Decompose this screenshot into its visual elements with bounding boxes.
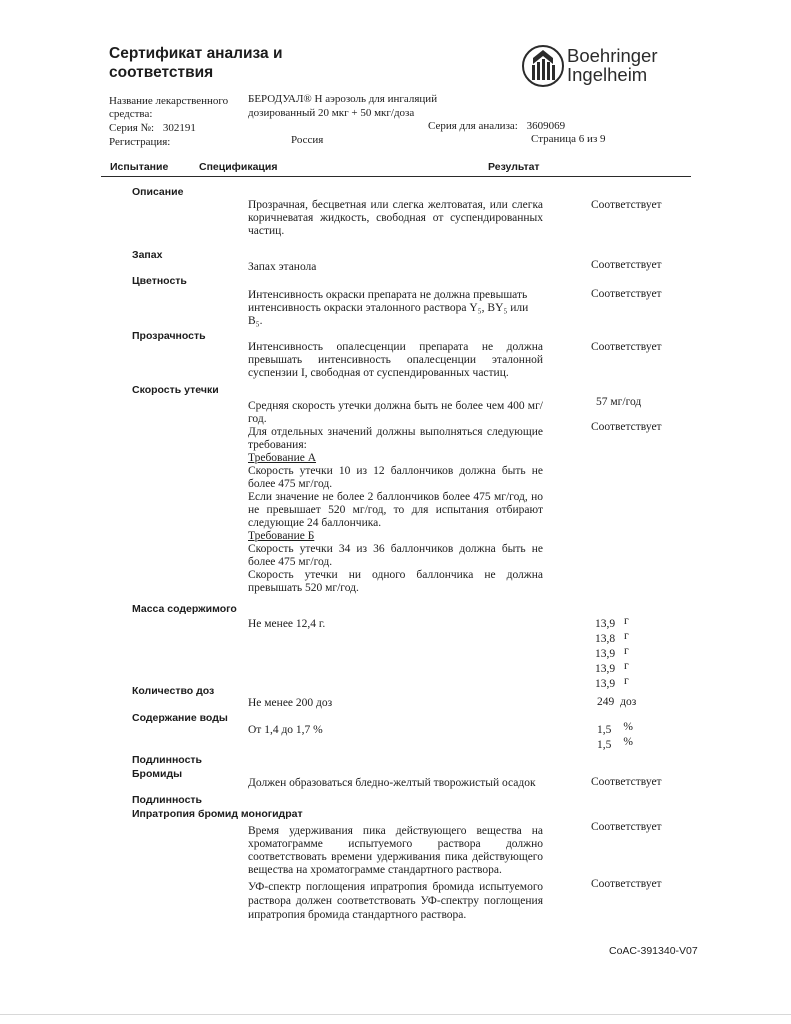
test-odor-name: Запах	[132, 249, 163, 261]
column-header-test: Испытание	[110, 161, 169, 173]
leak-spec-individual: Для отдельных значений должны выполняться следующие требования:	[248, 426, 543, 451]
test-color-spec-line-2: интенсивность окраски эталонного раствора Y₅, BY₅ или	[248, 302, 529, 314]
document-code: CoAC-391340-V07	[609, 945, 698, 957]
test-dose-count-name: Количество доз	[132, 685, 215, 697]
column-header-result: Результат	[488, 161, 540, 173]
water-value: 1,5	[597, 739, 612, 751]
drug-name-line-2: дозированный 20 мкг + 50 мкг/доза	[248, 107, 415, 119]
leak-requirement-b-1: Скорость утечки 34 из 36 баллончиков должна быть не более 475 мг/год.	[248, 543, 543, 568]
page-edge-line	[0, 1014, 791, 1015]
leak-requirement-a-title: Требование А	[248, 452, 317, 464]
batch-value: 302191	[162, 122, 196, 134]
title-line-1: Сертификат анализа и	[109, 45, 283, 62]
leak-requirement-a-1: Скорость утечки 10 из 12 баллончиков должна быть не более 475 мг/год.	[248, 465, 543, 490]
test-clarity-result: Соответствует	[591, 341, 662, 353]
mass-value: 13,9	[595, 648, 616, 660]
test-bromide-spec: Должен образоваться бледно-желтый творожистый осадок	[248, 777, 536, 789]
leak-spec-average: Средняя скорость утечки должна быть не более чем 400 мг/год.	[248, 400, 543, 425]
test-bromide-result: Соответствует	[591, 776, 662, 788]
test-description-name: Описание	[132, 186, 184, 198]
test-identity-spec-hplc: Время удерживания пика действующего вещества на хроматограмме испытуемого раствора должно соответствовать времени удерживания пика действующего вещества на хроматограмме стандартного раствора.	[248, 825, 543, 876]
test-identity-result-hplc: Соответствует	[591, 821, 662, 833]
test-mass-spec: Не менее 12,4 г.	[248, 618, 326, 630]
leak-requirement-b-2: Скорость утечки ни одного баллончика не должна превышать 520 мг/год.	[248, 569, 543, 594]
drug-name-label-line-2: средства:	[109, 108, 153, 120]
page-number: Страница 6 из 9	[531, 133, 606, 145]
batch-label: Серия №:	[109, 122, 155, 134]
test-mass-results	[595, 617, 629, 692]
test-dose-count-spec: Не менее 200 доз	[248, 697, 333, 709]
mass-value: 13,9	[595, 663, 616, 675]
test-leak-name: Скорость утечки	[132, 384, 219, 396]
test-bromide-name	[132, 754, 202, 781]
test-identity-spec-uv: УФ-спектр поглощения ипратропия бромида испытуемого раствора должен соответствовать УФ-спектру поглощения ипратропия бромида стандартного раствора.	[248, 881, 543, 921]
leak-requirement-a-2: Если значение не более 2 баллончиков более 475 мг/год, но не превышает 520 мг/год, то для испытания отбирают следующие 24 баллончика.	[248, 491, 543, 529]
test-mass-name: Масса содержимого	[132, 603, 237, 615]
test-color-result: Соответствует	[591, 288, 662, 300]
boehringer-logo-icon	[521, 44, 565, 88]
registration-value: Россия	[291, 134, 324, 146]
mass-unit: г	[624, 645, 629, 657]
analysis-batch-value: 3609069	[526, 120, 566, 132]
mass-unit: г	[624, 675, 629, 687]
mass-result-row	[595, 677, 629, 692]
leak-requirement-b-title: Требование Б	[248, 530, 315, 542]
registration-label: Регистрация:	[109, 136, 171, 148]
document-title	[109, 44, 283, 82]
title-line-2: соответствия	[109, 64, 214, 81]
analysis-batch-row	[428, 120, 565, 133]
test-identity-result-uv: Соответствует	[591, 878, 662, 890]
test-odor-spec: Запах этанола	[248, 261, 317, 273]
test-identity-name: Подлинность	[132, 794, 203, 806]
test-color-name: Цветность	[132, 275, 187, 287]
test-water-spec: От 1,4 до 1,7 %	[248, 724, 323, 736]
water-result-row	[597, 738, 633, 753]
test-bromide-name-line-1: Подлинность	[132, 754, 203, 766]
analysis-batch-label: Серия для анализа:	[428, 120, 518, 132]
test-description-spec: Прозрачная, бесцветная или слегка желтоватая, или слегка коричневатая жидкость, свободная от суспендированных частиц.	[248, 199, 543, 237]
dose-count-unit: доз	[620, 696, 637, 708]
test-color-spec-line-3: B₅.	[248, 315, 263, 327]
logo-wordmark	[567, 46, 658, 84]
mass-unit: г	[624, 660, 629, 672]
test-dose-count-result	[597, 696, 636, 708]
test-description-result: Соответствует	[591, 199, 662, 211]
logo-text-line-2: Ingelheim	[567, 64, 648, 85]
water-unit: %	[623, 736, 633, 748]
test-color-spec-line-1: Интенсивность окраски препарата не должна превышать	[248, 289, 528, 301]
test-identity-subname: Ипратропия бромид моногидрат	[132, 808, 303, 820]
test-water-results	[597, 723, 633, 753]
mass-unit: г	[624, 615, 629, 627]
drug-name-line-1: БЕРОДУАЛ® Н аэрозоль для ингаляций	[248, 93, 438, 105]
mass-value: 13,8	[595, 633, 616, 645]
column-header-spec: Спецификация	[199, 161, 278, 173]
test-clarity-name: Прозрачность	[132, 330, 206, 342]
logo-text-line-1: Boehringer	[567, 45, 658, 66]
drug-name-value	[248, 93, 437, 120]
company-logo	[521, 44, 681, 89]
water-unit: %	[623, 721, 633, 733]
mass-value: 13,9	[595, 618, 616, 630]
mass-value: 13,9	[595, 678, 616, 690]
drug-name-label	[109, 95, 228, 121]
water-value: 1,5	[597, 724, 612, 736]
test-odor-result: Соответствует	[591, 259, 662, 271]
mass-unit: г	[624, 630, 629, 642]
drug-name-label-line-1: Название лекарственного	[109, 95, 229, 107]
batch-row	[109, 122, 196, 135]
test-water-name: Содержание воды	[132, 712, 228, 724]
test-leak-spec	[248, 400, 543, 595]
test-leak-result-average: 57 мг/год	[596, 396, 642, 408]
test-color-spec	[248, 289, 528, 328]
header-divider	[101, 176, 691, 177]
dose-count-value: 249	[597, 696, 615, 708]
test-bromide-name-line-2: Бромиды	[132, 768, 183, 780]
test-clarity-spec: Интенсивность опалесценции препарата не должна превышать интенсивность опалесценции эталонной суспензии I, свободная от суспендированных частиц.	[248, 341, 543, 379]
test-leak-result-individual: Соответствует	[591, 421, 662, 433]
